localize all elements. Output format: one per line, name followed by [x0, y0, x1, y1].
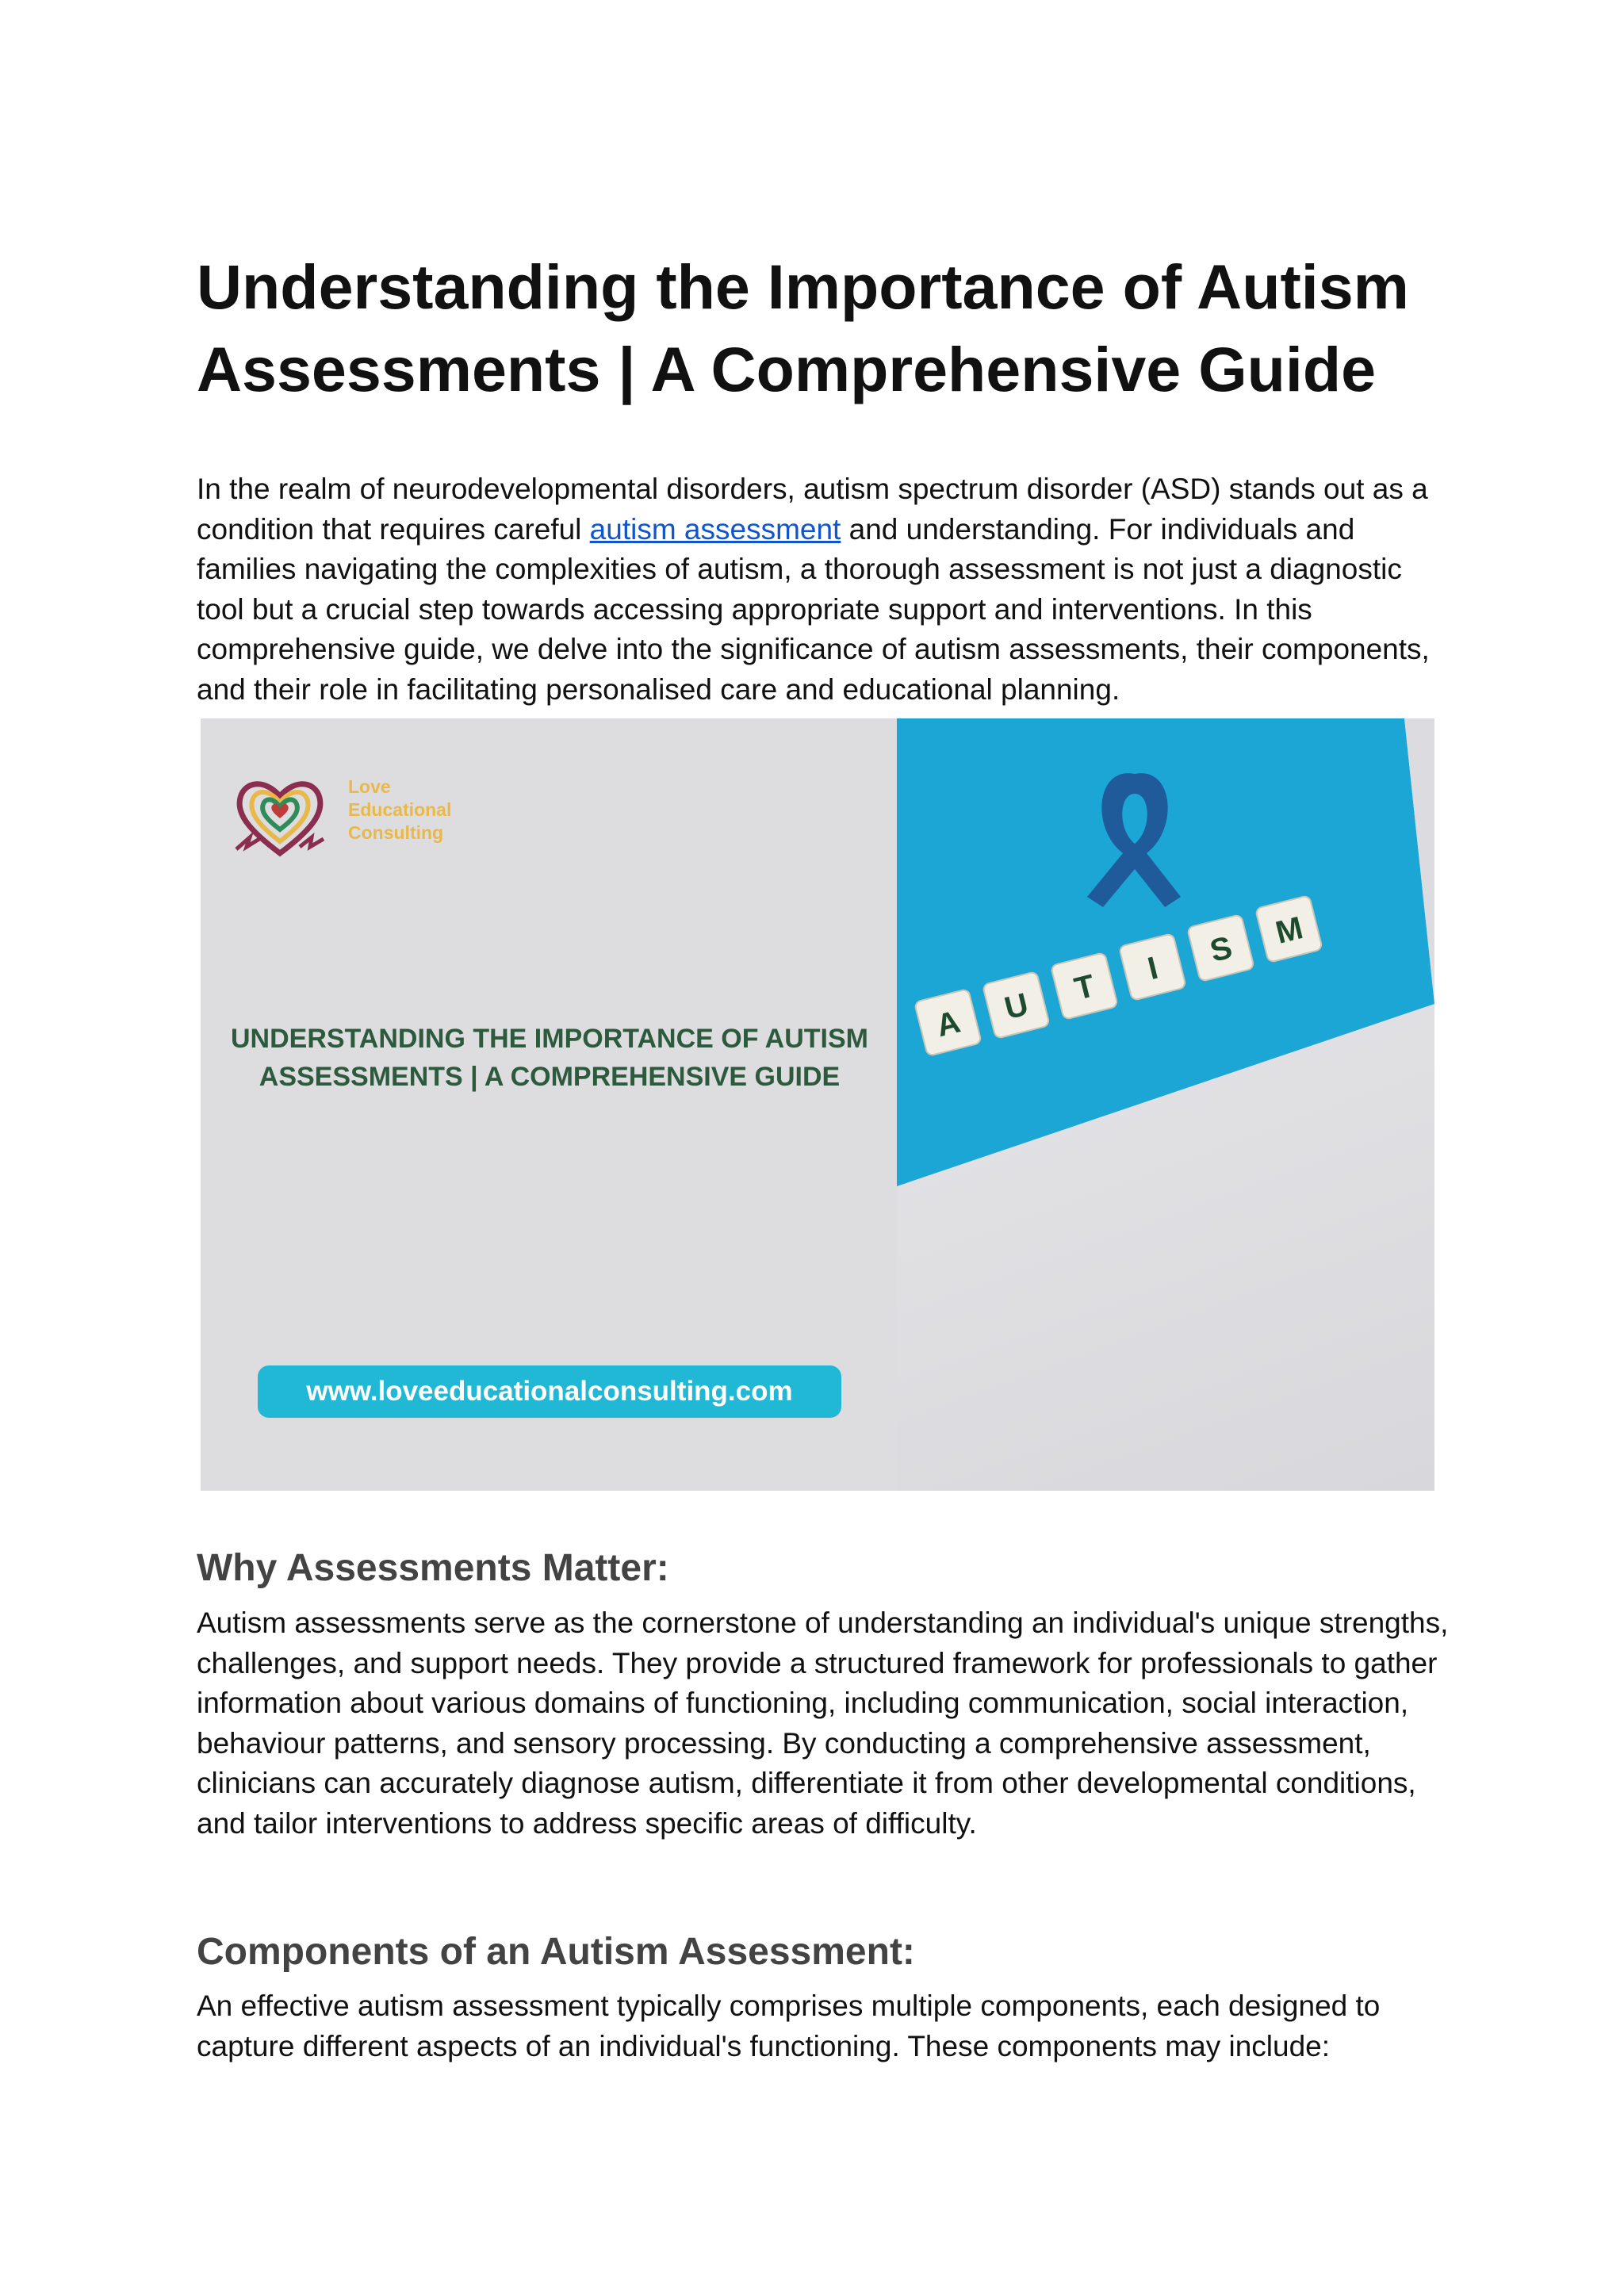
heart-logo-icon — [232, 774, 327, 861]
page-title: Understanding the Importance of Autism Assessments | A Comprehensive Guide — [197, 251, 1409, 404]
website-url-pill: www.loveeducationalconsulting.com — [258, 1365, 841, 1418]
logo-text — [348, 776, 507, 844]
banner-image — [201, 718, 1434, 1491]
tile-letter: M — [1272, 910, 1307, 951]
intro-paragraph — [197, 469, 1450, 710]
logo-line-3: Consulting — [348, 822, 444, 843]
section-body-why: Autism assessments serve as the cornerstone of understanding an individual's unique strengths, challenges, and support needs. They provide a structured framework for professionals to gather information about various domains of functioning, including communication, social interaction, behaviour patterns, and sensory processing. By conducting a comprehensive assessment, clinicians can accurately diagnose autism, differentiate it from other developmental conditions, and tailor interventions to address specific areas of difficulty. — [197, 1607, 1449, 1840]
logo-line-1: Love — [348, 776, 391, 797]
tile-letter: S — [1206, 929, 1236, 970]
banner-photo — [897, 718, 1434, 1491]
section-heading-components: Components of an Autism Assessment: — [197, 1931, 915, 1973]
tile-letter: I — [1144, 950, 1162, 987]
banner-heading: UNDERSTANDING THE IMPORTANCE OF AUTISM ASSESSMENTS | A COMPREHENSIVE GUIDE — [230, 1024, 868, 1092]
tile-letter: A — [933, 1004, 964, 1044]
section-body-components: An effective autism assessment typically comprises multiple components, each designed to capture different aspects of an individual's functioning. These components may include: — [197, 1990, 1381, 2062]
tile-letter: U — [1001, 986, 1032, 1027]
autism-assessment-link[interactable]: autism assessment — [589, 512, 841, 546]
section-heading-why: Why Assessments Matter: — [197, 1547, 669, 1589]
banner-left-panel — [201, 718, 897, 1491]
tile-letter: T — [1071, 968, 1099, 1007]
intro-text-end: and understanding. For individuals and families navigating the complexities of autism, a thorough assessment is not just a diagnostic tool but a crucial step towards accessing appropriate support and interventions. In this comprehensive guide, we delve into the significance of autism assessments, their components, and their role in facilitating personalised care and educational planning. — [197, 512, 1430, 706]
logo-line-2: Educational — [348, 799, 452, 820]
intro-text-start: In the realm of neurodevelopmental disorders, autism spectrum disorder (ASD) stands out as a condition that requires careful — [197, 473, 1428, 546]
autism-tiles-photo — [897, 718, 1434, 1491]
